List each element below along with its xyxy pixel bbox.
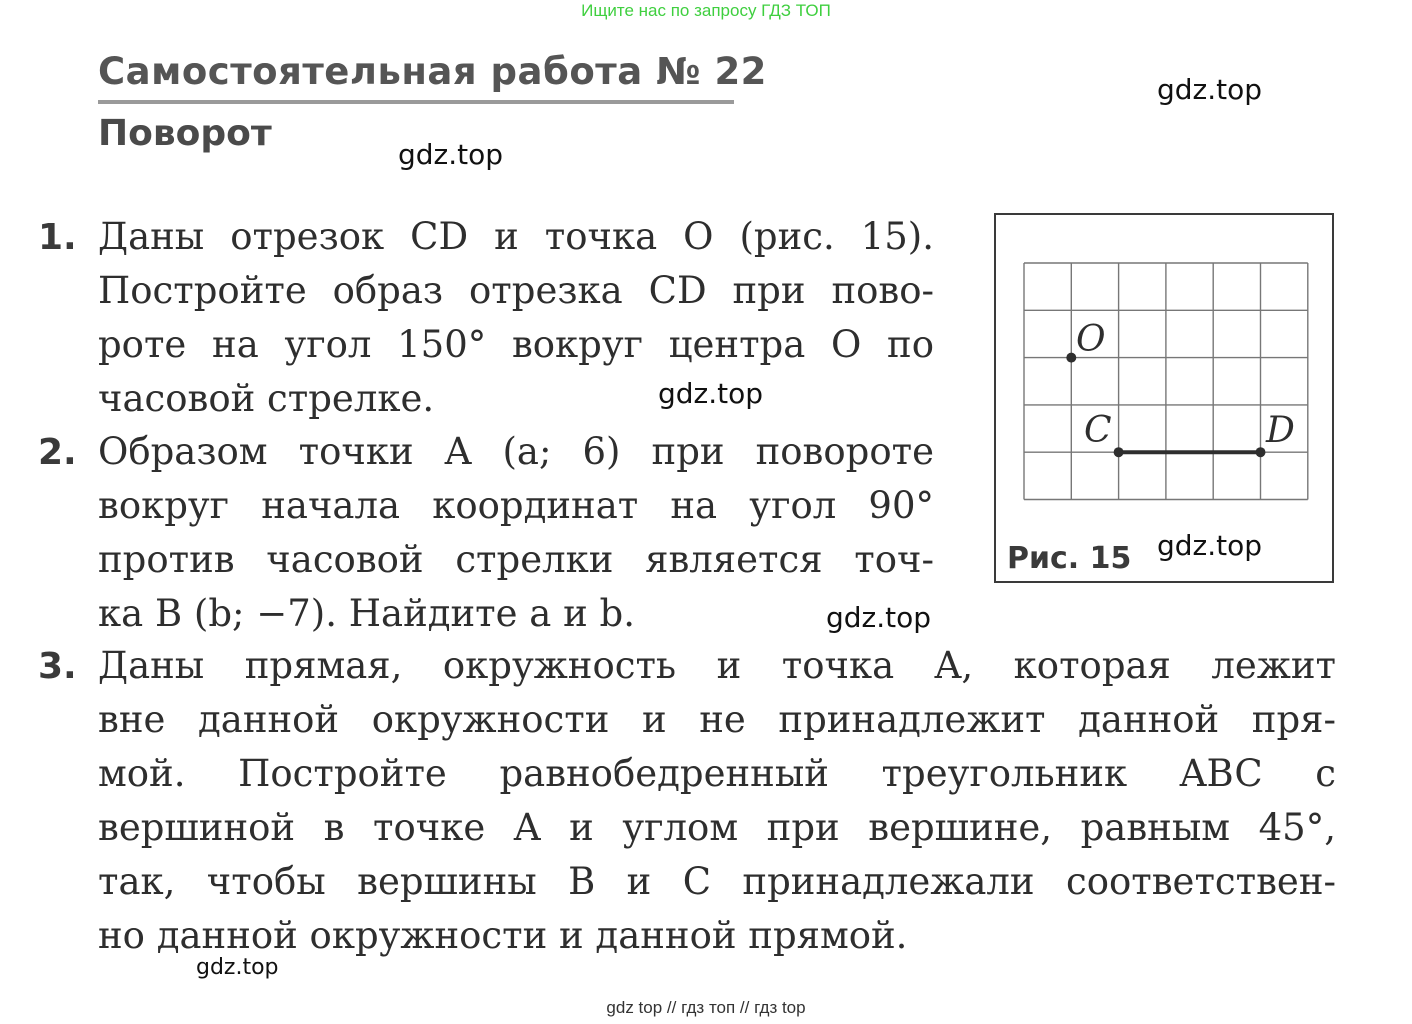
title-underline	[98, 100, 734, 104]
task-3-line: Даны прямая, окружность и точка A, которая лежит	[98, 644, 1336, 687]
task-2-line: ка B (b; −7). Найдите a и b.	[98, 592, 635, 635]
point-o	[1066, 353, 1076, 363]
task-3-line: но данной окружности и данной прямой.	[98, 914, 908, 957]
task-2-number: 2.	[38, 432, 77, 473]
task-3-line: мой. Постройте равнобедренный треугольник ABC с	[98, 752, 1336, 795]
footer-watermark: gdz top // гдз топ // гдз top	[606, 998, 806, 1017]
task-1-line: часовой стрелке.	[98, 377, 435, 420]
task-1-line: роте на угол 150° вокруг центра O по	[98, 323, 934, 366]
page-title: Самостоятельная работа № 22	[98, 50, 767, 93]
figure-15-drawing	[994, 213, 1334, 583]
point-c	[1114, 447, 1124, 457]
watermark: gdz.top	[398, 138, 504, 171]
label-c: C	[1084, 410, 1112, 451]
figure-grid	[1024, 263, 1308, 500]
watermark: gdz.top	[658, 377, 764, 410]
task-3-line: вершиной в точке A и углом при вершине, равным 45°,	[98, 806, 1336, 849]
task-2-line: вокруг начала координат на угол 90°	[98, 484, 934, 527]
watermark: gdz.top	[1157, 529, 1263, 562]
task-3-line: вне данной окружности и не принадлежит данной пря-	[98, 698, 1336, 741]
search-hint-banner: Ищите нас по запросу ГДЗ ТОП	[581, 1, 831, 20]
label-o: O	[1076, 319, 1106, 360]
task-1-line: Постройте образ отрезка CD при пово-	[98, 269, 934, 312]
point-d	[1256, 447, 1266, 457]
section-subtitle: Поворот	[98, 113, 272, 154]
task-2-line: против часовой стрелки является точ-	[98, 538, 934, 581]
task-2-line: Образом точки A (a; 6) при повороте	[98, 430, 934, 473]
task-3-line: так, чтобы вершины B и C принадлежали соответствен-	[98, 860, 1336, 903]
task-1-line: Даны отрезок CD и точка O (рис. 15).	[98, 215, 934, 258]
task-1-number: 1.	[38, 217, 77, 258]
label-d: D	[1266, 410, 1295, 451]
task-3-number: 3.	[38, 646, 77, 687]
figure-caption: Рис. 15	[1007, 541, 1132, 576]
watermark: gdz.top	[196, 955, 279, 980]
watermark: gdz.top	[1157, 73, 1263, 106]
watermark: gdz.top	[826, 601, 932, 634]
